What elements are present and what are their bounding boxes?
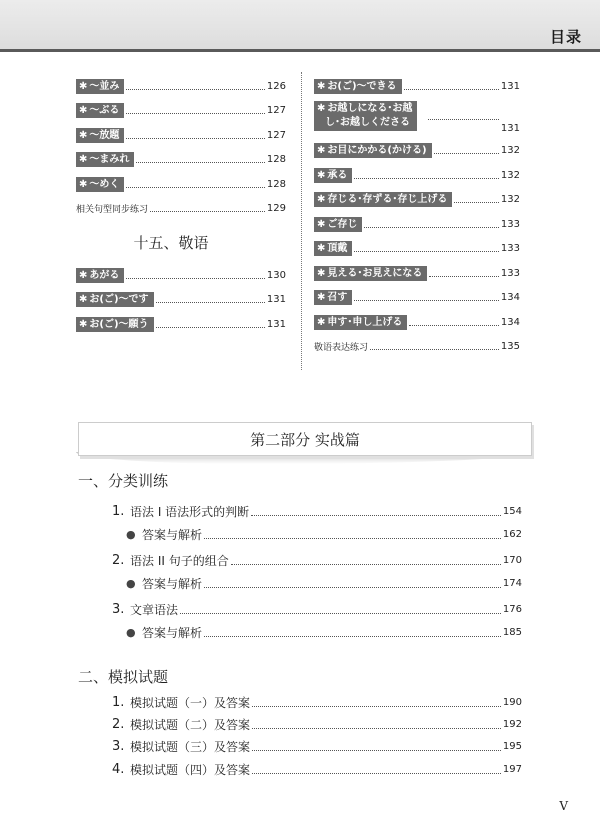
bullet-icon: ● <box>126 576 136 590</box>
toc-entry-page: 131 <box>266 294 286 306</box>
star-icon: ✱ <box>317 169 326 181</box>
leader-dots <box>126 138 265 139</box>
leader-dots <box>126 113 265 114</box>
toc-entry-tag <box>76 79 124 94</box>
bullet-icon: ● <box>126 527 136 541</box>
star-icon: ✱ <box>317 316 326 328</box>
leader-dots <box>252 750 501 751</box>
page-number: V <box>559 799 568 813</box>
toc-subentry[interactable] <box>112 524 522 544</box>
section-heading-honorifics: 十五、敬语 <box>133 233 209 252</box>
toc-entry-page: 134 <box>500 316 520 328</box>
toc-entry-tag <box>314 290 352 305</box>
star-icon: ✱ <box>317 80 326 92</box>
leader-dots <box>354 300 499 301</box>
leader-dots <box>126 187 265 188</box>
toc-entry-label: 見える･お見えになる <box>327 267 423 279</box>
toc-entry-tag <box>314 217 362 232</box>
toc-entry-tag <box>76 152 134 167</box>
toc-entry-page: 176 <box>502 603 522 615</box>
star-icon: ✱ <box>317 145 326 157</box>
toc-entry-page: 133 <box>500 243 520 255</box>
star-icon: ✱ <box>317 243 326 255</box>
toc-right-column <box>314 74 520 359</box>
star-icon: ✱ <box>317 218 326 230</box>
toc-entry-page: 127 <box>266 129 286 141</box>
toc-entry-tag <box>314 79 402 94</box>
toc-entry-tag <box>314 101 417 131</box>
toc-entry-label: ～ぶる <box>89 105 120 117</box>
toc-entry-label: 敬语表达练习 <box>314 343 369 354</box>
toc-entry[interactable] <box>76 172 286 197</box>
leader-dots <box>252 706 501 707</box>
toc-entry-page: 134 <box>500 292 520 304</box>
toc-entry-tag <box>314 241 352 256</box>
toc-entry[interactable] <box>314 212 520 237</box>
toc-entry[interactable] <box>112 501 522 521</box>
section-heading-classified-training: 一、分类训练 <box>78 472 169 490</box>
toc-entry-practice[interactable] <box>314 335 520 360</box>
toc-entry[interactable] <box>112 736 522 756</box>
bullet-icon: ● <box>126 625 136 639</box>
leader-dots <box>204 587 501 588</box>
toc-entry-label: 模拟试题（一）及答案 <box>130 695 251 710</box>
toc-entry-label: お(ご)～です <box>89 294 149 306</box>
toc-entry-page: 197 <box>502 763 522 775</box>
toc-entry-tag <box>314 192 452 207</box>
toc-entry-label: ～まみれ <box>89 154 130 166</box>
toc-entry-tag <box>76 292 154 307</box>
toc-entry-page: 154 <box>502 505 522 517</box>
part2-banner <box>78 422 532 456</box>
toc-entry-label-line1: お越しになる･お越 <box>327 102 413 114</box>
toc-entry-label: 相关句型同步练习 <box>76 205 149 216</box>
leader-dots <box>126 89 265 90</box>
toc-entry[interactable] <box>76 288 286 313</box>
toc-entry-page: 130 <box>266 269 286 281</box>
toc-entry-number: 3. <box>112 601 125 617</box>
toc-entry[interactable] <box>314 139 520 164</box>
toc-entry-label: 答案与解析 <box>142 625 203 640</box>
leader-dots <box>428 119 499 120</box>
toc-entry[interactable] <box>314 237 520 262</box>
toc-entry-number: 1. <box>112 503 125 519</box>
toc-entry-label: 申す･申し上げる <box>327 316 403 328</box>
leader-dots <box>231 564 501 565</box>
toc-entry-label: 模拟试题（四）及答案 <box>130 762 251 777</box>
toc-entry-page: 133 <box>500 218 520 230</box>
toc-entry-practice[interactable] <box>76 197 286 222</box>
toc-left-column <box>76 74 286 337</box>
toc-entry[interactable] <box>112 714 522 734</box>
toc-entry-label: 模拟试题（二）及答案 <box>130 717 251 732</box>
toc-entry[interactable] <box>76 148 286 173</box>
toc-entry-page: 128 <box>266 178 286 190</box>
star-icon: ✱ <box>317 267 326 279</box>
leader-dots <box>156 327 265 328</box>
star-icon: ✱ <box>317 194 326 206</box>
leader-dots <box>409 325 499 326</box>
star-icon: ✱ <box>79 318 88 330</box>
toc-entry[interactable] <box>314 261 520 286</box>
toc-entry-tag <box>76 268 124 283</box>
leader-dots <box>126 278 265 279</box>
toc-entry-label: あがる <box>89 269 120 281</box>
leader-dots <box>252 728 501 729</box>
leader-dots <box>204 538 501 539</box>
leader-dots <box>370 349 499 350</box>
toc-entry-page: 185 <box>502 626 522 638</box>
toc-entry-page: 127 <box>266 105 286 117</box>
star-icon: ✱ <box>317 292 326 304</box>
leader-dots <box>252 773 501 774</box>
toc-entry[interactable] <box>76 123 286 148</box>
toc-entry[interactable] <box>76 263 286 288</box>
leader-dots <box>364 227 499 228</box>
toc-entry-multiline[interactable] <box>314 99 520 139</box>
leader-dots <box>204 636 501 637</box>
section-heading-mock-tests: 二、模拟试题 <box>78 668 169 686</box>
toc-entry-label: お(ご)～願う <box>89 318 149 330</box>
star-icon: ✱ <box>79 129 88 141</box>
toc-entry-label: ～放題 <box>89 129 120 141</box>
leader-dots <box>136 162 265 163</box>
toc-entry-label: 承る <box>327 169 348 181</box>
toc-entry-label: お(ご)～できる <box>327 80 397 92</box>
toc-entry[interactable] <box>112 759 522 779</box>
toc-entry[interactable] <box>76 74 286 99</box>
toc-subentry[interactable] <box>112 622 522 642</box>
leader-dots <box>429 276 499 277</box>
toc-entry-tag <box>314 143 432 158</box>
toc-entry[interactable] <box>76 312 286 337</box>
toc-subentry[interactable] <box>112 573 522 593</box>
toc-entry-number: 1. <box>112 694 125 710</box>
toc-entry-page: 162 <box>502 528 522 540</box>
toc-entry-page: 170 <box>502 554 522 566</box>
toc-entry[interactable] <box>112 599 522 619</box>
toc-entry-label: 文章语法 <box>130 602 179 617</box>
toc-entry-page: 131 <box>500 122 520 134</box>
toc-entry-label: 答案与解析 <box>142 527 203 542</box>
toc-entry[interactable] <box>314 286 520 311</box>
leader-dots <box>454 202 499 203</box>
star-icon: ✱ <box>79 105 88 117</box>
part2-title: 第二部分 实战篇 <box>250 431 360 449</box>
star-icon: ✱ <box>79 294 88 306</box>
page-title: 目录 <box>549 28 582 46</box>
star-icon: ✱ <box>79 178 88 190</box>
toc-entry-page: 129 <box>266 203 286 215</box>
toc-entry-label: お目にかかる(かける) <box>327 145 427 157</box>
toc-entry-tag <box>314 266 427 281</box>
toc-entry[interactable] <box>112 550 522 570</box>
toc-entry-tag <box>76 177 124 192</box>
toc-entry-page: 195 <box>502 740 522 752</box>
toc-entry-page: 131 <box>266 318 286 330</box>
toc-entry-label: ご存じ <box>327 218 358 230</box>
toc-entry[interactable] <box>314 310 520 335</box>
leader-dots <box>434 153 499 154</box>
toc-entry-label-line2: し･お越しくださる <box>325 116 410 128</box>
toc-entry[interactable] <box>76 99 286 124</box>
toc-entry-page: 128 <box>266 154 286 166</box>
star-icon: ✱ <box>317 102 326 114</box>
toc-entry-label: ～めく <box>89 178 120 190</box>
toc-entry-label: 语法 II 句子的组合 <box>130 553 229 568</box>
toc-entry-page: 133 <box>500 267 520 279</box>
toc-entry[interactable] <box>314 74 520 99</box>
toc-entry-tag <box>314 168 352 183</box>
toc-entry[interactable] <box>112 692 522 712</box>
toc-entry-page: 132 <box>500 169 520 181</box>
column-divider <box>301 72 302 370</box>
toc-entry-page: 132 <box>500 194 520 206</box>
toc-entry-tag <box>76 103 124 118</box>
toc-entry-label: 頂戴 <box>327 243 348 255</box>
star-icon: ✱ <box>79 269 88 281</box>
toc-entry-page: 126 <box>266 80 286 92</box>
toc-entry-label: 召す <box>327 292 348 304</box>
toc-entry[interactable] <box>314 163 520 188</box>
leader-dots <box>180 613 501 614</box>
leader-dots <box>251 515 501 516</box>
toc-entry-page: 135 <box>500 341 520 353</box>
star-icon: ✱ <box>79 80 88 92</box>
toc-entry-page: 131 <box>500 80 520 92</box>
leader-dots <box>404 89 499 90</box>
toc-entry-number: 2. <box>112 552 125 568</box>
toc-entry-label: 存じる･存ずる･存じ上げる <box>327 194 448 206</box>
toc-entry-label: 模拟试题（三）及答案 <box>130 739 251 754</box>
toc-entry-tag <box>76 128 124 143</box>
leader-dots <box>354 251 499 252</box>
toc-entry-label: 语法 I 语法形式的判断 <box>130 504 250 519</box>
toc-entry-number: 4. <box>112 761 125 777</box>
toc-entry-number: 3. <box>112 738 125 754</box>
toc-entry-page: 190 <box>502 696 522 708</box>
toc-entry-label: 答案与解析 <box>142 576 203 591</box>
toc-entry-page: 192 <box>502 718 522 730</box>
leader-dots <box>354 178 499 179</box>
leader-dots <box>156 302 265 303</box>
toc-entry-tag <box>76 317 154 332</box>
toc-entry-number: 2. <box>112 716 125 732</box>
toc-entry-tag <box>314 315 407 330</box>
toc-entry[interactable] <box>314 188 520 213</box>
header-rule <box>0 49 600 52</box>
leader-dots <box>150 211 265 212</box>
toc-entry-page: 132 <box>500 145 520 157</box>
star-icon: ✱ <box>79 154 88 166</box>
toc-entry-page: 174 <box>502 577 522 589</box>
header-band <box>0 0 600 52</box>
toc-entry-label: ～並み <box>89 80 120 92</box>
